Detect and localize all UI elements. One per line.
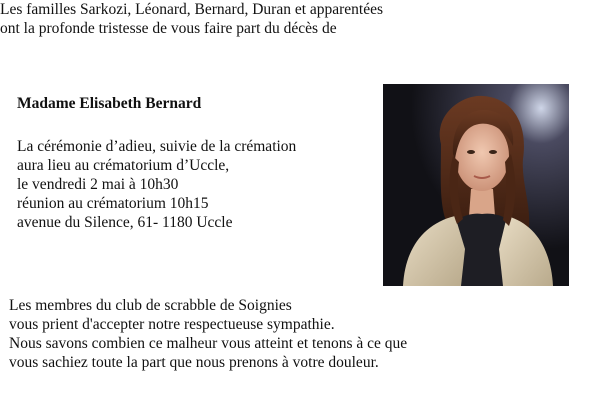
announcement-paragraph (0, 0, 603, 38)
ceremony-details (17, 137, 296, 232)
club-message-line: vous prient d'accepter notre respectueuse sympathie. (9, 316, 335, 333)
announcement-line: ont la profonde tristesse de vous faire part du décès de (0, 20, 337, 37)
ceremony-line: aura lieu au crématorium d’Uccle, (17, 157, 230, 174)
ceremony-date: le vendredi 2 mai à 10h30 (17, 176, 179, 193)
ceremony-line: La cérémonie d’adieu, suivie de la crémation (17, 138, 297, 155)
club-message-line: Les membres du club de scrabble de Soignies (9, 297, 292, 314)
deceased-name: Madame Elisabeth Bernard (17, 95, 202, 112)
club-message-line: Nous savons combien ce malheur vous atteint et tenons à ce que (9, 335, 408, 352)
club-message-line: vous sachiez toute la part que nous prenons à votre douleur. (9, 354, 379, 371)
ceremony-address: avenue du Silence, 61- 1180 Uccle (17, 214, 233, 231)
portrait-photo (383, 84, 569, 286)
photo-neck (469, 189, 495, 216)
announcement-line: Les familles Sarkozi, Léonard, Bernard, Duran et apparentées (0, 1, 384, 18)
ceremony-meeting-time: réunion au crématorium 10h15 (17, 195, 209, 212)
club-condolence-message (9, 296, 407, 372)
